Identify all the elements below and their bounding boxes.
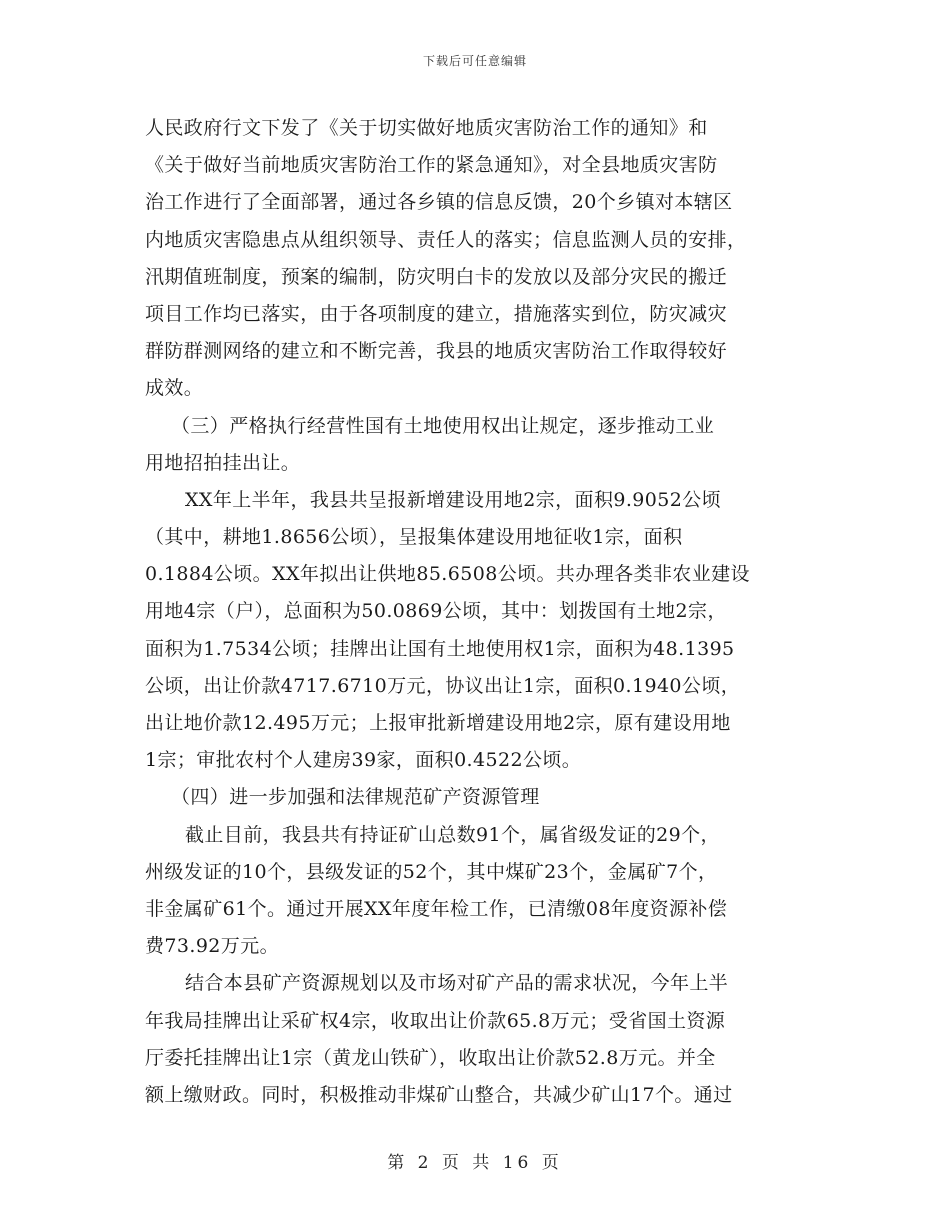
section-heading-3: （三）严格执行经营性国有土地使用权出让规定，逐步推动工业 (171, 414, 715, 437)
text-line: 用地4宗（户），总面积为50.0869公顷，其中：划拨国有土地2宗， (145, 600, 727, 623)
text-line: 州级发证的10个，县级发证的52个，其中煤矿23个，金属矿7个， (145, 860, 718, 883)
paragraph-start: XX年上半年，我县共呈报新增建设用地2宗，面积9.9052公顷 (185, 488, 722, 511)
text-line: 0.1884公顷。XX年拟出让供地85.6508公顷。共办理各类非农业建设 (145, 563, 750, 586)
text-line: 非金属矿61个。通过开展XX年度年检工作，已清缴08年度资源补偿 (145, 897, 728, 920)
section-heading-4: （四）进一步加强和法律规范矿产资源管理 (171, 786, 540, 809)
text-line: 内地质灾害隐患点从组织领导、责任人的落实；信息监测人员的安排， (145, 228, 747, 251)
text-line: 年我局挂牌出让采矿权4宗，收取出让价款65.8万元；受省国土资源 (145, 1009, 726, 1032)
paragraph-start: 结合本县矿产资源规划以及市场对矿产品的需求状况，今年上半 (185, 972, 729, 995)
text-line: 厅委托挂牌出让1宗（黄龙山铁矿），收取出让价款52.8万元。并全 (145, 1046, 716, 1069)
paragraph-start: 截止目前，我县共有持证矿山总数91个，属省级发证的29个， (185, 823, 720, 846)
document-body (145, 110, 805, 1114)
text-line: 公顷，出让价款4717.6710万元，协议出让1宗，面积0.1940公顷， (145, 674, 741, 697)
text-line: 费73.92万元。 (145, 935, 279, 958)
text-line: （其中，耕地1.8656公顷），呈报集体建设用地征收1宗，面积 (145, 526, 683, 549)
page-number: 第 2 页 共 16 页 (387, 1153, 563, 1173)
text-line: 额上缴财政。同时，积极推动非煤矿山整合，共减少矿山17个。通过 (145, 1083, 733, 1106)
text-line: 人民政府行文下发了《关于切实做好地质灾害防治工作的通知》和 (145, 117, 708, 139)
text-line: 面积为1.7534公顷；挂牌出让国有土地使用权1宗，面积为48.1395 (145, 637, 735, 660)
text-line: 治工作进行了全面部署，通过各乡镇的信息反馈，20个乡镇对本辖区 (145, 191, 733, 214)
text-line: 1宗；审批农村个人建房39家，面积0.4522公顷。 (145, 749, 582, 772)
text-line: 用地招拍挂出让。 (145, 451, 301, 474)
text-line: 汛期值班制度，预案的编制，防灾明白卡的发放以及部分灾民的搬迁 (145, 265, 728, 288)
text-line: 群防群测网络的建立和不断完善，我县的地质灾害防治工作取得较好 (145, 340, 728, 363)
text-line: 出让地价款12.495万元；上报审批新增建设用地2宗，原有建设用地 (145, 712, 731, 734)
page-header-note: 下载后可任意编辑 (422, 54, 527, 68)
text-line: 《关于做好当前地质灾害防治工作的紧急通知》，对全县地质灾害防 (145, 154, 718, 177)
text-line: 成效。 (145, 377, 204, 400)
text-line: 项目工作均已落实，由于各项制度的建立，措施落实到位，防灾减灾 (145, 302, 728, 325)
